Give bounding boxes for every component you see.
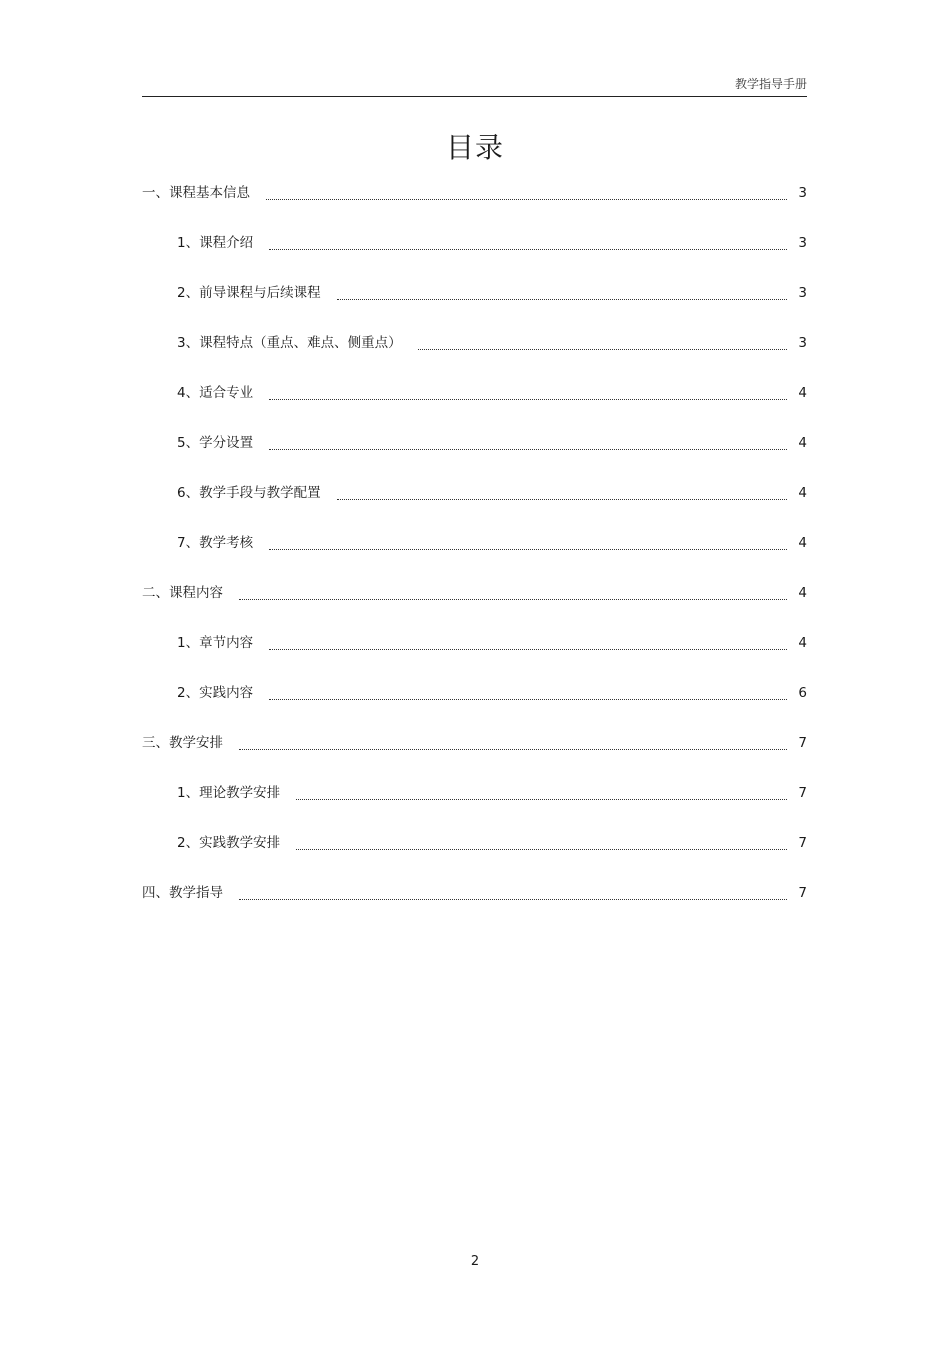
toc-entry-page: 3 (798, 235, 807, 251)
dot-leader (269, 631, 787, 650)
dot-leader (269, 431, 787, 450)
toc-entry-page: 7 (798, 735, 807, 751)
toc-entry-page: 3 (798, 185, 807, 201)
toc-entry-label: 6、教学手段与教学配置 (177, 485, 321, 501)
toc-entry[interactable] (142, 481, 807, 531)
header-title: 教学指导手册 (734, 77, 807, 91)
toc-entry-label: 2、前导课程与后续课程 (177, 285, 321, 301)
page-number: 2 (470, 1254, 480, 1269)
toc-entry[interactable] (142, 281, 807, 331)
toc-entry-page: 4 (798, 485, 807, 501)
toc-entry-label: 7、教学考核 (177, 535, 254, 551)
dot-leader (418, 331, 787, 350)
toc-entry-label: 2、实践内容 (177, 685, 254, 701)
toc-entry-page: 7 (798, 885, 807, 901)
dot-leader (269, 681, 787, 700)
dot-leader (239, 581, 787, 600)
toc-entry-page: 7 (798, 785, 807, 801)
toc-entry[interactable] (142, 331, 807, 381)
table-of-contents (142, 181, 807, 931)
dot-leader (239, 881, 787, 900)
toc-title: 目录 (445, 131, 504, 164)
toc-entry-label: 1、课程介绍 (177, 235, 254, 251)
toc-entry-label: 4、适合专业 (177, 385, 254, 401)
toc-entry-label: 3、课程特点（重点、难点、侧重点） (177, 335, 402, 351)
page-header (142, 72, 807, 97)
toc-entry-page: 3 (798, 335, 807, 351)
toc-entry-page: 4 (798, 535, 807, 551)
toc-entry-label: 1、理论教学安排 (177, 785, 281, 801)
toc-entry[interactable] (142, 881, 807, 931)
toc-entry[interactable] (142, 631, 807, 681)
dot-leader (337, 281, 787, 300)
toc-entry-page: 3 (798, 285, 807, 301)
toc-entry-label: 三、教学安排 (142, 735, 223, 751)
toc-entry[interactable] (142, 231, 807, 281)
toc-entry[interactable] (142, 531, 807, 581)
toc-entry[interactable] (142, 681, 807, 731)
dot-leader (269, 531, 787, 550)
toc-entry-label: 1、章节内容 (177, 635, 254, 651)
toc-entry-label: 2、实践教学安排 (177, 835, 281, 851)
dot-leader (296, 781, 787, 800)
dot-leader (269, 231, 787, 250)
toc-entry[interactable] (142, 181, 807, 231)
toc-entry-page: 4 (798, 585, 807, 601)
dot-leader (269, 381, 787, 400)
toc-entry-page: 7 (798, 835, 807, 851)
toc-entry[interactable] (142, 431, 807, 481)
toc-entry[interactable] (142, 831, 807, 881)
dot-leader (296, 831, 787, 850)
toc-entry-page: 4 (798, 635, 807, 651)
dot-leader (239, 731, 787, 750)
toc-entry-page: 4 (798, 435, 807, 451)
toc-entry-label: 四、教学指导 (142, 885, 223, 901)
toc-entry-page: 4 (798, 385, 807, 401)
toc-entry-page: 6 (798, 685, 807, 701)
toc-entry-label: 5、学分设置 (177, 435, 254, 451)
toc-entry[interactable] (142, 781, 807, 831)
toc-entry-label: 一、课程基本信息 (142, 185, 250, 201)
dot-leader (266, 181, 787, 200)
toc-entry[interactable] (142, 581, 807, 631)
toc-entry[interactable] (142, 381, 807, 431)
toc-entry-label: 二、课程内容 (142, 585, 223, 601)
dot-leader (337, 481, 787, 500)
toc-entry[interactable] (142, 731, 807, 781)
